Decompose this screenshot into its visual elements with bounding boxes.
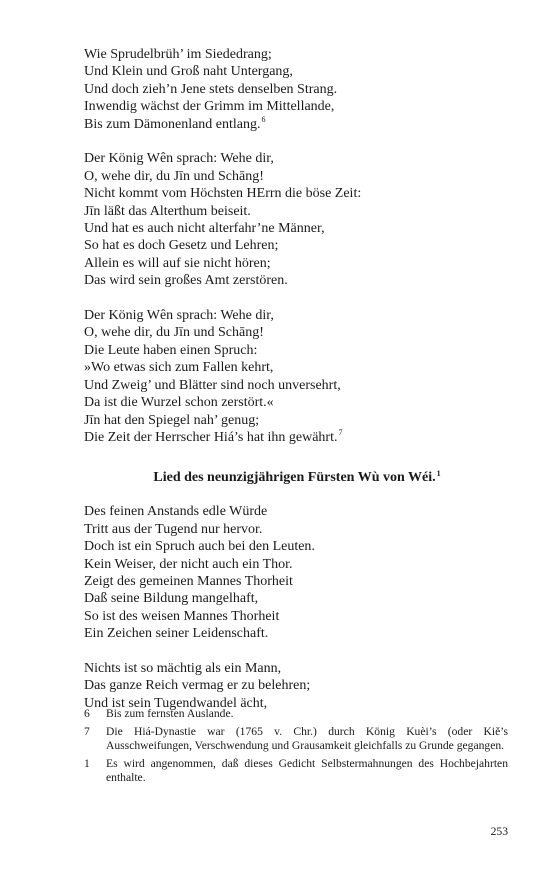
verse-line — [84, 272, 510, 289]
verse-text: Und doch zieh’n Jene stets denselben Strang. — [84, 81, 338, 97]
verse-text: Der König Wên sprach: Wehe dir, — [84, 151, 274, 167]
verse-line — [84, 342, 510, 359]
footnote-text: Die Hiá-Dynastie war (1765 v. Chr.) durch König Kuèi’s (oder Kiě’s Ausschweifungen, Verschwendung und Grausamkeit gleichfalls zu Grunde gegangen. — [106, 724, 508, 753]
footnote-ref[interactable]: 7 — [338, 428, 343, 438]
verse-line — [84, 203, 510, 220]
verse-line — [84, 46, 510, 63]
verse-line — [84, 255, 510, 272]
page-number: 253 — [490, 825, 508, 838]
verse-line — [84, 220, 510, 237]
verse-text: So hat es doch Gesetz und Lehren; — [84, 238, 279, 254]
footnote-ref[interactable]: 1 — [436, 468, 441, 478]
verse-line — [84, 377, 510, 394]
verse-line — [84, 677, 510, 694]
verse-line — [84, 307, 510, 324]
verse-text: Wie Sprudelbrüh’ im Siededrang; — [84, 47, 272, 62]
footnote-number: 6 — [84, 707, 90, 720]
verse-text: Und Klein und Groß naht Untergang, — [84, 64, 293, 80]
verse-text: So ist des weisen Mannes Thorheit — [84, 608, 280, 624]
footnote-text: Bis zum fernsten Auslande. — [106, 707, 234, 720]
verse-line — [84, 660, 510, 677]
verse-text: Des feinen Anstands edle Würde — [84, 504, 268, 520]
verse-text: Und ist sein Tugendwandel ächt, — [84, 695, 268, 711]
verse-text: Das ganze Reich vermag er zu belehren; — [84, 678, 311, 694]
footnote-number: 7 — [84, 724, 90, 738]
verse-line — [84, 168, 510, 185]
verse-text: Bis zum Dämonenland entlang. — [84, 116, 261, 132]
verse-text: Daß seine Bildung mangelhaft, — [84, 591, 259, 607]
verse-line — [84, 324, 510, 341]
page-body — [84, 46, 510, 730]
verse-text: Zeigt des gemeinen Mannes Thorheit — [84, 573, 293, 589]
footnote-number: 1 — [84, 756, 90, 770]
stanza — [84, 46, 510, 133]
verse-line — [84, 608, 510, 625]
verse-text: Allein es will auf sie nicht hören; — [84, 255, 271, 271]
footnote-ref[interactable]: 6 — [261, 114, 266, 124]
verse-text: Inwendig wächst der Grimm im Mittellande, — [84, 99, 335, 115]
verse-line — [84, 63, 510, 80]
poem-upper — [84, 46, 510, 446]
footnote — [84, 707, 508, 722]
verse-line — [84, 625, 510, 642]
verse-line — [84, 573, 510, 590]
verse-text: Die Leute haben einen Spruch: — [84, 342, 258, 358]
stanza — [84, 503, 510, 642]
verse-line — [84, 556, 510, 573]
footnote — [84, 725, 508, 754]
verse-text: Tritt aus der Tugend nur hervor. — [84, 521, 263, 537]
verse-line — [84, 150, 510, 167]
verse-line — [84, 359, 510, 376]
verse-line — [84, 521, 510, 538]
verse-text: Der König Wên sprach: Wehe dir, — [84, 308, 274, 324]
verse-line — [84, 237, 510, 254]
verse-text: Da ist die Wurzel schon zerstört.« — [84, 395, 274, 411]
footnote — [84, 757, 508, 786]
stanza — [84, 307, 510, 446]
verse-text: O, wehe dir, du Jīn und Schāng! — [84, 325, 264, 341]
verse-text: Nicht kommt vom Höchsten HErrn die böse Zeit: — [84, 186, 362, 202]
verse-text: »Wo etwas sich zum Fallen kehrt, — [84, 360, 274, 376]
verse-text: Und Zweig’ und Blätter sind noch unversehrt, — [84, 377, 341, 393]
verse-text: Ein Zeichen seiner Leidenschaft. — [84, 626, 269, 642]
verse-line — [84, 412, 510, 429]
stanza — [84, 150, 510, 289]
verse-line — [84, 185, 510, 202]
verse-text: Die Zeit der Herrscher Hiá’s hat ihn gewährt. — [84, 429, 338, 445]
verse-line — [84, 116, 510, 133]
verse-text: Kein Weiser, der nicht auch ein Thor. — [84, 556, 293, 572]
poem-lower — [84, 503, 510, 712]
verse-text: Jīn läßt das Alterthum beiseit. — [84, 203, 251, 219]
verse-text: Nichts ist so mächtig als ein Mann, — [84, 660, 282, 676]
verse-line — [84, 98, 510, 115]
stanza — [84, 660, 510, 712]
verse-text: Doch ist ein Spruch auch bei den Leuten. — [84, 539, 315, 555]
verse-text: Und hat es auch nicht alterfahr’ne Männer, — [84, 221, 325, 237]
verse-text: Jīn hat den Spiegel nah’ genug; — [84, 412, 260, 428]
verse-line — [84, 503, 510, 520]
footnotes — [84, 707, 508, 789]
poem-heading — [84, 470, 510, 486]
footnote-text: Es wird angenommen, daß dieses Gedicht Selbstermahnungen des Hochbejahrten enthalte. — [106, 756, 508, 785]
verse-text: Das wird sein großes Amt zerstören. — [84, 273, 288, 289]
verse-text: O, wehe dir, du Jīn und Schāng! — [84, 168, 264, 184]
verse-line — [84, 590, 510, 607]
verse-line — [84, 429, 510, 446]
heading-text: Lied des neunzigjährigen Fürsten Wù von Wéi. — [153, 470, 436, 486]
verse-line — [84, 394, 510, 411]
verse-line — [84, 538, 510, 555]
verse-line — [84, 81, 510, 98]
